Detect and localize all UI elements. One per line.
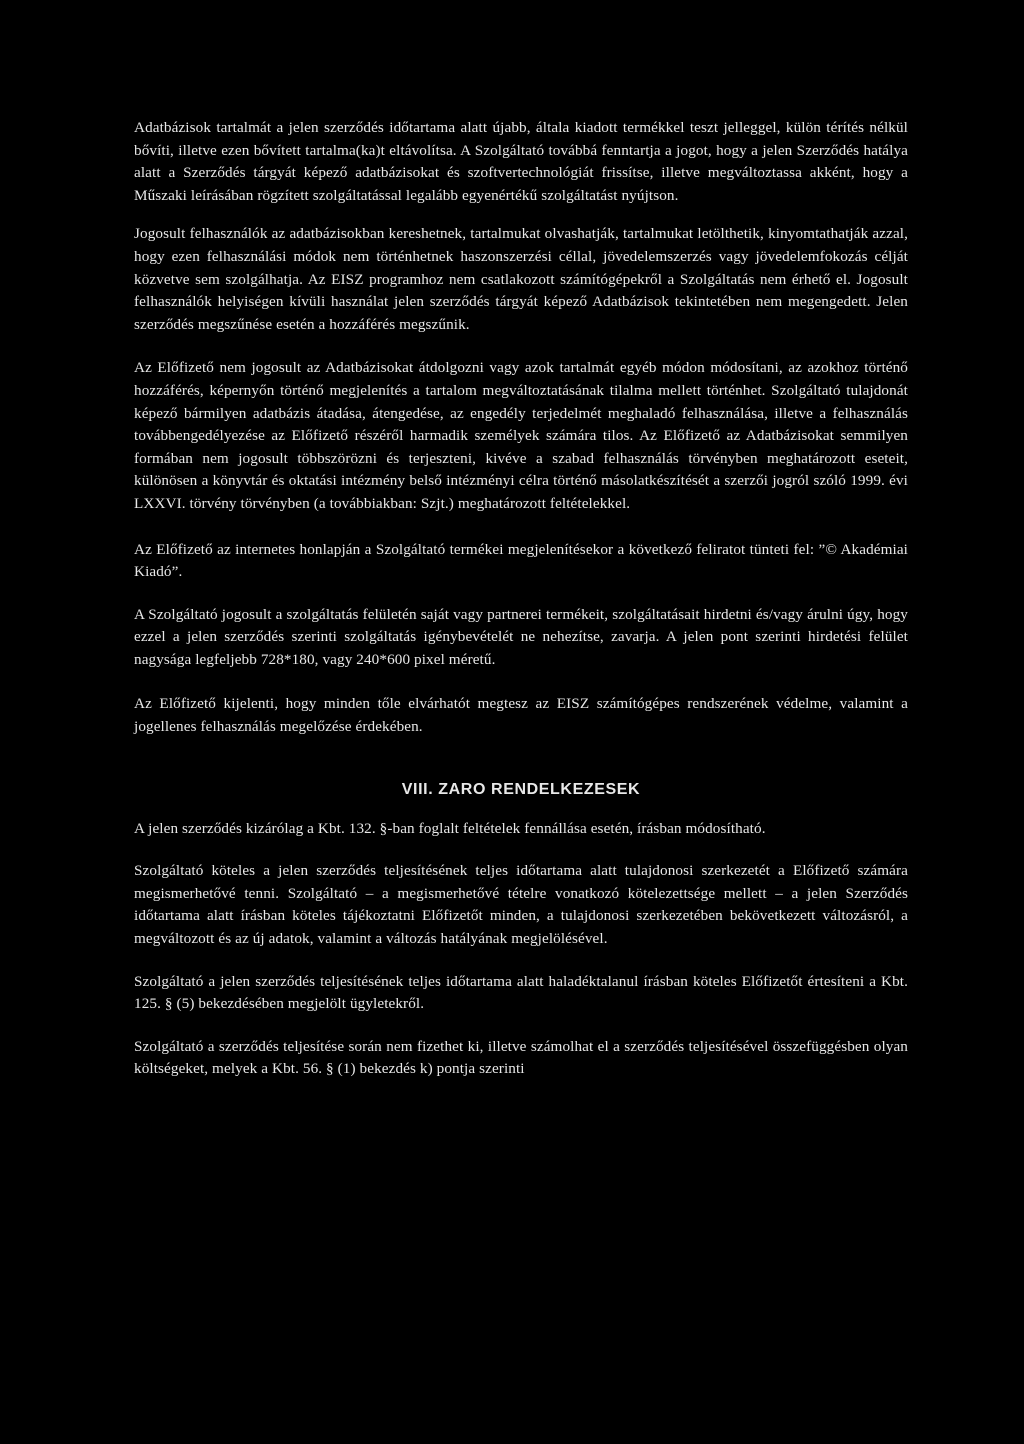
paragraph-protection: Az Előfizető kijelenti, hogy minden tőle elvárhatót megtesz az EISZ számítógépes rendszerének védelme, valamint a jogellenes felhasználás megelőzése érdekében. <box>134 695 908 736</box>
paragraph-ownership-structure: Szolgáltató köteles a jelen szerződés teljesítésének teljes időtartama alatt tulajdonosi szerkezetét a Előfizető számára megismerhetővé tenni. Szolgáltató – a megismerhetővé tételre vonatkozó kötelezettsége mellett – a jelen Szerződés időtartama alatt írásban köteles tájékoztatni Előfizetőt minden, a tulajdonosi szerkezetében bekövetkezett változásról, a megváltozott és az új adatok, valamint a változás hatályának megjelölésével. <box>134 862 908 948</box>
paragraph-costs: Szolgáltató a szerződés teljesítése során nem fizethet ki, illetve számolhat el a szerződés teljesítésével összefüggésben olyan költségeket, melyek a Kbt. 56. § (1) bekezdés k) pontja szerinti <box>134 1037 908 1078</box>
document-body <box>134 117 908 1081</box>
section-heading-closing-provisions: VIII. ZARO RENDELKEZESEK <box>401 780 641 798</box>
paragraph-copyright-notice: Az Előfizető az internetes honlapján a Szolgáltató termékei megjelenítésekor a következő feliratot tünteti fel: ”© Akadémiai Kiadó”. <box>134 540 908 581</box>
paragraph-amendment: A jelen szerződés kizárólag a Kbt. 132. §-ban foglalt feltételek fennállása esetén, írásban módosítható. <box>134 819 766 837</box>
paragraph-modification-prohibition: Az Előfizető nem jogosult az Adatbázisokat átdolgozni vagy azok tartalmát egyéb módon módosítani, az azokhoz történő hozzáférés, képernyőn történő megjelenítés a tartalom megváltoztatásának tilalma mellett történhet. Szolgáltató tulajdonát képező bármilyen adatbázis átadása, átengedése, az engedély terjedelmét meghaladó felhasználása, illetve a felhasználás továbbengedélyezése az Előfizető részéről harmadik személyek számára tilos. Az Előfizető az Adatbázisokat semmilyen formában nem jogosult többszörözni és terjeszteni, kivéve a szabad felhasználás törvényben meghatározott eseteit, különösen a könyvtár és oktatási intézmény belső intézményi célra történő másolatkészítését a szerzői jogról szóló 1999. évi LXXVI. törvény törvényben (a továbbiakban: Szjt.) meghatározott feltételekkel. <box>134 359 908 512</box>
paragraph-authorized-users: Jogosult felhasználók az adatbázisokban kereshetnek, tartalmukat olvashatják, tartalmukat letölthetik, kinyomtathatják azzal, hogy ezen felhasználási módok nem történhetnek haszonszerzési céllal, jövedelemszerzés vagy jövedelemfokozás célját közvetve sem szolgálhatja. Az EISZ programhoz nem csatlakozott számítógépekről a Szolgáltatás nem érhető el. Jogosult felhasználók helyiségen kívüli használat jelen szerződés tárgyát képező Adatbázisok tekintetében nem megengedett. Jelen szerződés megszűnése esetén a hozzáférés megszűnik. <box>134 225 908 333</box>
paragraph-advertising: A Szolgáltató jogosult a szolgáltatás felületén saját vagy partnerei termékeit, szolgáltatásait hirdetni és/vagy árulni úgy, hogy ezzel a jelen szerződés szerinti szolgáltatás igénybevételét ne nehezítse, zavarja. A jelen pont szerinti hirdetési felület nagysága legfeljebb 728*180, vagy 240*600 pixel méretű. <box>134 605 908 668</box>
paragraph-notification: Szolgáltató a jelen szerződés teljesítésének teljes időtartama alatt haladéktalanul írásban köteles Előfizetőt értesíteni a Kbt. 125. § (5) bekezdésében megjelölt ügyletekről. <box>134 972 908 1013</box>
paragraph-database-content: Adatbázisok tartalmát a jelen szerződés időtartama alatt újabb, általa kiadott termékkel teszt jelleggel, külön térítés nélkül bővíti, illetve ezen bővített tartalma(ka)t eltávolítsa. A Szolgáltató továbbá fenntartja a jogot, hogy a jelen Szerződés hatálya alatt a Szerződés tárgyát képező adatbázisokat és szoftvertechnológiát frissítse, illetve megváltoztassa akként, hogy a Műszaki leírásában rögzített szolgáltatással legalább egyenértékű szolgáltatást nyújtson. <box>134 119 908 204</box>
